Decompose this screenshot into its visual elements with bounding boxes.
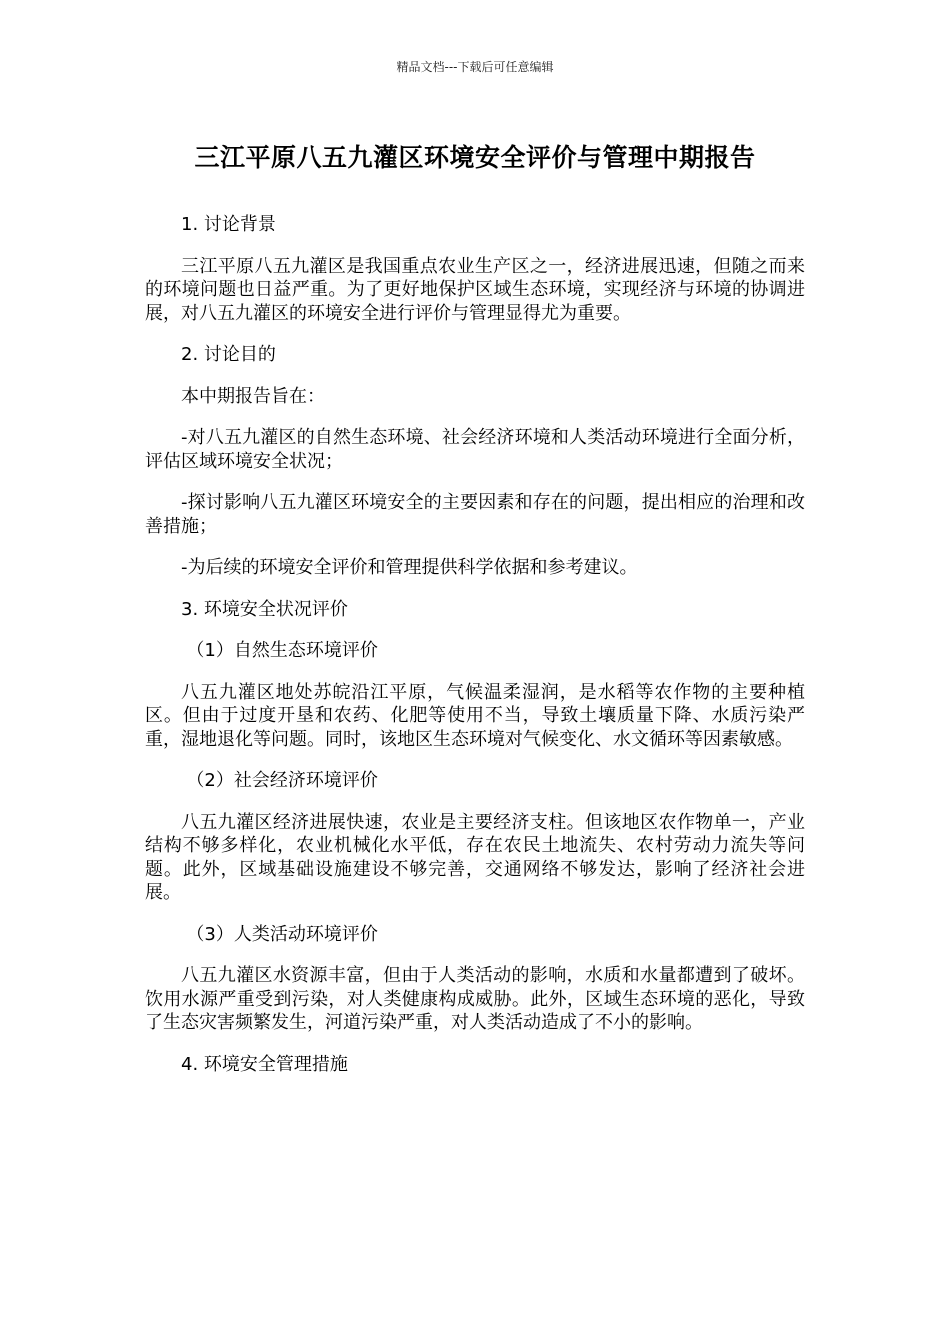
paragraph-human-activity: 八五九灌区水资源丰富，但由于人类活动的影响，水质和水量都遭到了破坏。饮用水源严重受到污染，对人类健康构成威胁。此外，区域生态环境的恶化，导致了生态灾害频繁发生，河道污染严重，对人类活动造成了不小的影响。 xyxy=(145,965,805,1033)
section-heading-management: 4. 环境安全管理措施 xyxy=(181,1053,348,1075)
paragraph-natural: 八五九灌区地处苏皖沿江平原，气候温柔湿润，是水稻等农作物的主要种植区。但由于过度开垦和农药、化肥等使用不当，导致土壤质量下降、水质污染严重，湿地退化等问题。同时，该地区生态环境对气候变化、水文循环等因素敏感。 xyxy=(145,681,805,750)
subsection-heading-socioeconomic: （2）社会经济环境评价 xyxy=(186,770,378,791)
section-heading-assessment: 3. 环境安全状况评价 xyxy=(181,598,348,620)
subsection-heading-human-activity: （3）人类活动环境评价 xyxy=(186,923,378,945)
section-heading-background: 1. 讨论背景 xyxy=(181,214,276,235)
paragraph-socioeconomic: 八五九灌区经济进展快速，农业是主要经济支柱。但该地区农作物单一，产业结构不够多样化，农业机械化水平低，存在农民土地流失、农村劳动力流失等问题。此外，区域基础设施建设不够完善，交通网络不够发达，影响了经济社会进展。 xyxy=(145,811,805,903)
objective-item-2: -探讨影响八五九灌区环境安全的主要因素和存在的问题，提出相应的治理和改善措施； xyxy=(145,492,805,537)
subsection-heading-natural: （1）自然生态环境评价 xyxy=(186,640,378,661)
paragraph-objectives-intro: 本中期报告旨在： xyxy=(181,385,325,407)
section-heading-objectives: 2. 讨论目的 xyxy=(181,344,276,365)
objective-item-1: -对八五九灌区的自然生态环境、社会经济环境和人类活动环境进行全面分析，评估区域环境安全状况； xyxy=(145,427,805,472)
paragraph-background: 三江平原八五九灌区是我国重点农业生产区之一，经济进展迅速，但随之而来的环境问题也日益严重。为了更好地保护区域生态环境，实现经济与环境的协调进展，对八五九灌区的环境安全进行评价与管理显得尤为重要。 xyxy=(145,255,805,324)
document-title: 三江平原八五九灌区环境安全评价与管理中期报告 xyxy=(194,143,756,172)
header-note: 精品文档---下载后可任意编辑 xyxy=(396,60,554,74)
document-body xyxy=(145,213,805,1094)
objective-item-3: -为后续的环境安全评价和管理提供科学依据和参考建议。 xyxy=(181,557,638,578)
